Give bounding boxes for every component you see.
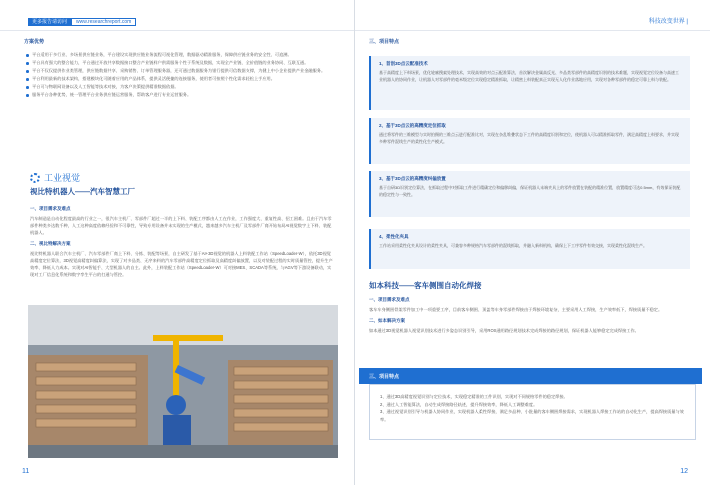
list-item: 服务平台各种优势，统一管理平台业务供应链运营服务，帮助客户进行专业运营服务。 [24, 91, 344, 99]
feature-card-body: 工作站采用柔性化夹具设计的柔性夹具，可兼容多种规格汽车零部件的混线抓取，并融入新料机构，确保上下工序零件有效交接，实现柔性化混线生产。 [379, 243, 647, 248]
case2-subhead-requirements: 一、项目需求及难点 [369, 297, 410, 302]
factory-photo [28, 305, 338, 458]
features-heading: 三、项目特点 [369, 39, 400, 45]
list-item: 平台不仅仅提供作业类管理，供应链数据共享、采购销售、订单管理服务器，还可通过数据服务为银行提供可信数据支撑，为健上中小企业提供产业金融服务。 [24, 67, 344, 75]
feature-card-body: 基于高精度上下料场景，优化轮廓搜索处理技术，实现高效的对点云配准算法，首次解决金属高反光、多品类零部件的高精度识别的技术难题，实现视觉定位设备与高速工业机器人的协同作业，让机器人对零部件的毫米级定位实现稳定精准抓取，让精密上料装配真正实现无人化作业落地应用，实现对各种零部件的稳定可靠上料与装配。 [379, 70, 679, 82]
section-title [30, 171, 80, 184]
case2-solution-paragraph: 如本通过3D视觉机器人视觉识别技术进行多姿态识别引导，采用ROS通用路径规划技术完成焊接的路径规划，保证机器人能够稳定完成焊接工作。 [369, 328, 639, 333]
advantages-list [24, 51, 344, 99]
header-badge: 更多报告请访问 [28, 18, 71, 26]
feature-card-title: 1、首创3D点云配准技术 [379, 61, 428, 66]
feature-card-1 [369, 56, 690, 110]
subhead-solution: 二、视比特解决方案 [30, 241, 71, 246]
case2-features-bar: 三、项目特点 [359, 368, 702, 384]
feature-card-4 [369, 229, 690, 269]
list-item: 平台可与物联网设备以及人工智能等技术对接，为客户决策提供精准数据依据。 [24, 83, 344, 91]
section-title-text: 工业视觉 [44, 173, 81, 183]
case-title: 视比特机器人——汽车智慧工厂 [30, 187, 135, 196]
page-number-right: 12 [680, 468, 688, 475]
list-item: 2、通过人工智能算法，自动生成焊接路径轨迹，提升焊接效率，降低人工调整难度。 [380, 401, 538, 407]
solution-advantages [24, 38, 344, 99]
case-body [30, 206, 335, 278]
feature-card-title: 3、基于3D点云的高精度纠偏放置 [379, 176, 446, 181]
feature-card-2 [369, 118, 690, 164]
feature-card-title: 2、基于3D点云的高精度定位抓取 [379, 123, 446, 128]
header-url[interactable]: www.researchreport.com [71, 18, 136, 26]
page-number-left: 11 [22, 468, 30, 475]
solution-paragraph: 视比特机器人联合汽车主机厂、汽车零部件厂商上下料、分拣、装配等场景，自主研发了基于AI+3D视觉的机器人上料装配工作站（SpeedLoader-W），依托3D视觉高精度定位算法，3D视觉高精度纠偏算法，实现了对多品类、无序来料的汽车零部件高精度定位抓取及高精度纠偏放置，以及对装配过程的实时质量管控，提升生产效率、降低人力成本。实现对AI智能手、大型机器人的自主。此外，上料装配工作站（SpeedLoader-W）可对接MES、SCADA等系统，与AGV等下游设备联动，实现对工厂信息化系统和数字孪生平台的打通与管控。 [30, 251, 333, 277]
case2-subhead-solution: 二、如本解决方案 [369, 318, 405, 323]
list-item: 1、通过3D高精度视觉识别与定位技术，实现稳定精准的工件识别，实现对不同规格零件的稳定焊接。 [380, 394, 568, 399]
subhead-requirements: 一、项目需求及难点 [30, 206, 71, 211]
header-bar [28, 17, 136, 27]
header-divider [355, 30, 710, 31]
requirements-paragraph: 汽车制造是自动化程度最高的行业之一，很汽车主机厂、零部件厂超过一半的上下料、装配工序都由人工在作业，工作强度大、重复性高、招工困难。且由于汽车零部件种类多达数千种，人工这种高度依赖经验和不可靠性，导致专用设备并未实现的生产模式，越来越多汽车主机厂及零部件厂商开始布局AI视觉数字上下料、装配机器人。 [30, 216, 332, 235]
header-tagline: 科技改变世界 | [648, 19, 688, 25]
feature-card-body: 基于自研3D识别定位算法，在抓取过程中对抓取工件进行精确定位和偏移纠偏，保证机器人末端夹具上的零件放置在装配的精准位置，放置精度可达0.5mm，有效保证装配的稳定性与一致性。 [379, 185, 681, 197]
case2-features-list [380, 393, 685, 423]
feature-card-body: 通过将零件的三维模型与实时拍摄的三维点云进行配准比对，实现在杂乱堆叠状态下工件的高精度识别和定位，使机器人可以精准抓取零件，满足高精度上料要求，并实现多种零件混线生产的柔性化生产模式。 [379, 132, 679, 144]
header-divider [0, 30, 354, 31]
list-item: 3、通过视觉识别引导与机器人协同作业，实现机器人柔性焊接，满足多品种、小批量的客车侧围焊接需求，实现机器人焊接工作站的自动化生产，提高焊接质量与效率。 [380, 409, 684, 422]
case2-features-box [369, 384, 696, 440]
list-item: 平台利用最新的技术架构，搭建模块化可随着应用的产品体系，提供灵活便捷的连接服务，使用者可按照个性化需求轻松上手应用。 [24, 75, 344, 83]
list-item: 平台适用于多行业、多场景供应链业务，平台建设实现供应链业务流程可视化管理，数据驱动精准服务，保障供应链业务的安全性、可追溯。 [24, 51, 344, 59]
factory-illustration [28, 305, 338, 458]
solution-heading: 方案优势 [24, 39, 45, 45]
list-item: 平台具有强大的整合能力，平台通过开放共享数据接口整合产业链样户供需服务个性于系统及数据，实现全产业链、全价值链的业务协同、互联互通。 [24, 59, 344, 67]
feature-card-3 [369, 171, 690, 217]
case2-title: 如本科技——客车侧围自动化焊接 [369, 281, 482, 290]
gear-icon [30, 173, 40, 183]
feature-card-title: 4、柔性化夹具 [379, 234, 409, 239]
right-page [355, 0, 710, 485]
case2-body [369, 297, 689, 334]
case2-requirements-paragraph: 客车车身侧围骨架零件加工中一项重要工序，目前客车侧围、顶盖等车身零部件焊接由于焊接环境复杂，主要采用人工焊接，生产效率低下，焊接质量不稳定。 [369, 307, 663, 312]
